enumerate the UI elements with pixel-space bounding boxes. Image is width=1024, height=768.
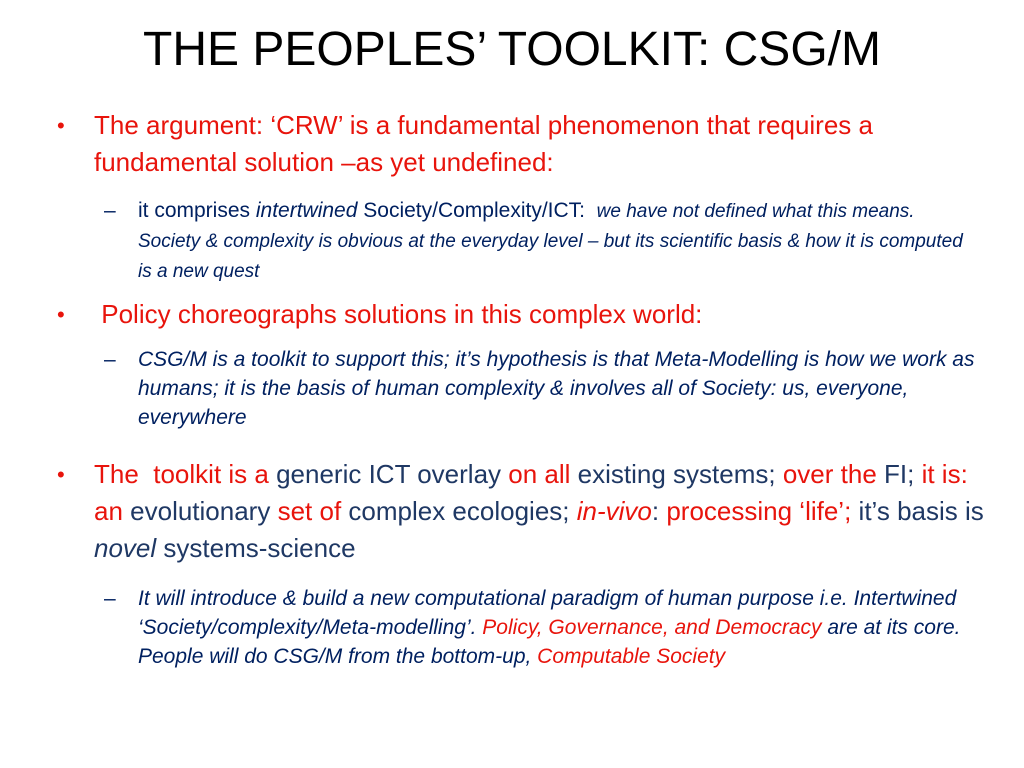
toolkit-text-4: existing systems; xyxy=(570,459,783,489)
paradigm-text-3: are at its core. People will do CSG/M from the bottom-up, xyxy=(138,616,973,668)
paradigm-text-1: It will introduce & build a new computational paradigm of human purpose i.e. Intertwined ‘Society/complexity/Meta-modelling’. xyxy=(138,587,963,639)
sub-text-2: Society/Complexity/ICT: xyxy=(357,199,597,222)
toolkit-text-6: FI; xyxy=(876,459,922,489)
paradigm-text-computable: Computable Society xyxy=(537,645,726,668)
subbullet-paradigm xyxy=(104,584,978,671)
sub-text-csgm: CSG/M is a toolkit to support this; it’s hypothesis is that Meta-Modelling is how we work as humans; it is the basis of human complexity & involves all of Society: us, everyone, everywhere xyxy=(138,348,975,429)
toolkit-text-5: over the xyxy=(782,459,877,489)
toolkit-text-16: systems-science xyxy=(156,533,356,563)
bullet-dot-icon: • xyxy=(57,113,65,138)
bullet-policy-text: Policy choreographs solutions in this complex world: xyxy=(94,299,703,329)
slide-title: THE PEOPLES’ TOOLKIT: CSG/M xyxy=(143,23,881,76)
toolkit-text-3: on all xyxy=(508,459,571,489)
sub-text-intertwined: intertwined xyxy=(255,199,358,222)
bullet-toolkit xyxy=(57,456,991,567)
toolkit-text-1: The toolkit is a xyxy=(94,459,269,489)
toolkit-text-novel: novel xyxy=(94,533,157,563)
paradigm-text-policy: Policy, Governance, and Democracy xyxy=(482,616,822,639)
bullet-dot-icon: • xyxy=(57,302,65,327)
toolkit-text-13: processing ‘life’; xyxy=(666,496,852,526)
dash-icon: – xyxy=(104,587,116,610)
toolkit-text-2: generic ICT overlay xyxy=(268,459,509,489)
toolkit-text-12: : xyxy=(651,496,667,526)
toolkit-text-7: it is: an xyxy=(94,459,968,526)
bullet-policy xyxy=(57,296,984,333)
dash-icon: – xyxy=(104,199,116,222)
sub-text-1: it comprises xyxy=(138,199,256,222)
bullet-dot-icon: • xyxy=(57,462,65,487)
toolkit-text-14: it’s basis is xyxy=(851,496,991,526)
subbullet-intertwined xyxy=(104,196,978,286)
toolkit-text-8: evolutionary xyxy=(122,496,278,526)
dash-icon: – xyxy=(104,348,116,371)
toolkit-text-10: complex ecologies; xyxy=(341,496,577,526)
bullet-argument xyxy=(57,107,984,181)
subbullet-csgm xyxy=(104,345,978,432)
toolkit-text-9: set of xyxy=(277,496,342,526)
sub-text-note: we have not defined what this means. Society & complexity is obvious at the everyday level – but its scientific basis & how it is computed is a new quest xyxy=(138,201,963,282)
bullet-argument-text: The argument: ‘CRW’ is a fundamental phenomenon that requires a fundamental solution –as yet undefined: xyxy=(94,110,873,177)
toolkit-text-invivo: in-vivo xyxy=(576,496,652,526)
